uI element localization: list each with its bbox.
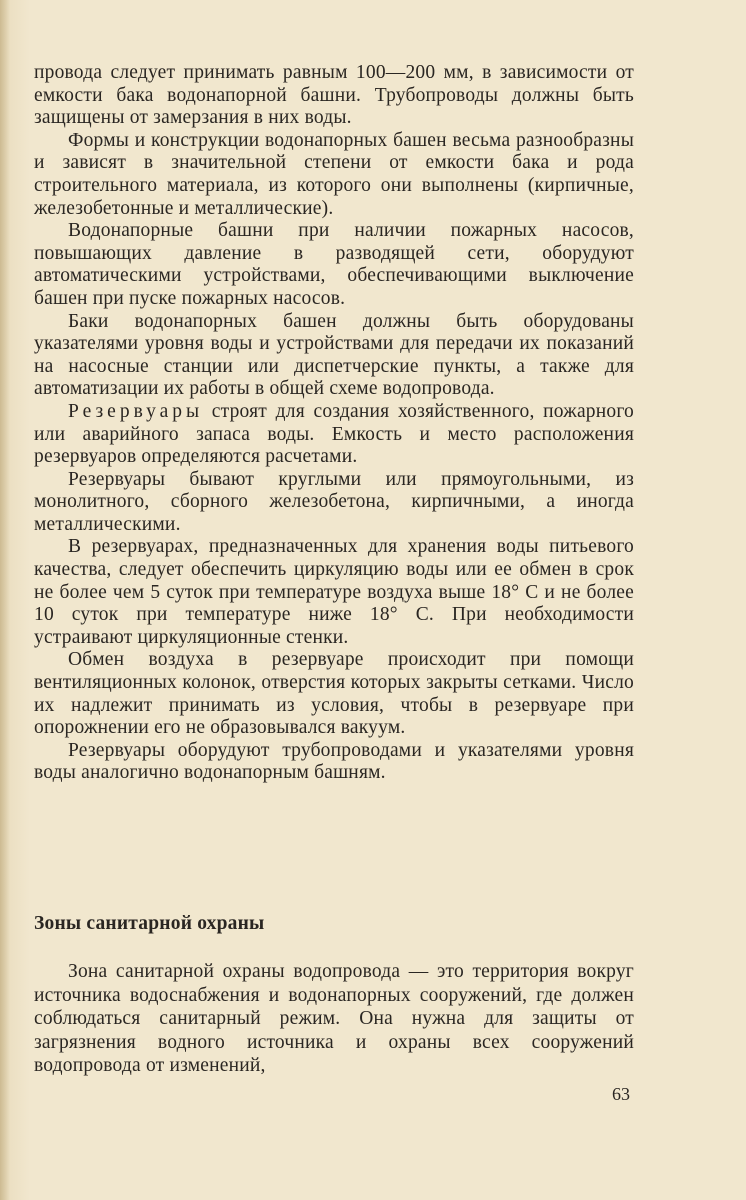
body-text [34,62,634,785]
paragraph: провода следует принимать равным 100—200 мм, в зависимости от емкости бака водонапорной башни. Трубопроводы должны быть защищены от замерзания в них воды. [34,62,634,129]
paragraph: Водонапорные башни при наличии пожарных насосов, повышающих давление в разводящей сети, оборудуют автоматическими устройствами, обеспечивающими выключение башен при пуске пожарных насосов. [34,220,634,309]
page-number: 63 [612,1084,630,1104]
paragraph: Резервуары бывают круглыми или прямоугольными, из монолитного, сборного железобетона, кирпичными, а иногда металлическими. [34,468,634,535]
paragraph-rest: строят для создания хозяйственного, пожарного или аварийного запаса воды. Емкость и место расположения резервуаров определяются расчетами. [34,400,634,468]
paragraph: Резервуары оборудуют трубопроводами и указателями уровня воды аналогично водонапорным башням. [34,739,634,784]
paragraph: В резервуарах, предназначенных для хранения воды питьевого качества, следует обеспечить циркуляцию воды или ее обмен в срок не более чем 5 суток при температуре воздуха выше 18° С и не более 10 суток при температуре ниже 18° С. При необходимости устраивают циркуляционные стенки. [34,536,634,648]
section-body-text [34,960,634,1078]
paragraph: Баки водонапорных башен должны быть оборудованы указателями уровня воды и устройствами для передачи их показаний на насосные станции или диспетчерские пункты, а также для автоматизации их работы в общей схеме водопровода. [34,310,634,400]
emphasized-term: Резервуары [68,400,204,422]
paragraph [34,401,634,469]
paragraph: Зона санитарной охраны водопровода — это территория вокруг источника водоснабжения и водонапорных сооружений, где должен соблюдаться санитарный режим. Она нужна для защиты от загрязнения водного источника и охраны всех сооружений водопровода от изменений, [34,961,634,1076]
page-spine-shadow [0,0,10,1200]
paragraph: Обмен воздуха в резервуаре происходит при помощи вентиляционных колонок, отверстия которых закрыты сетками. Число их надлежит принимать из условия, чтобы в резервуаре при опорожнении его не образовывался вакуум. [34,649,634,739]
paragraph: Формы и конструкции водонапорных башен весьма разнообразны и зависят в значительной степени от емкости бака и рода строительного материала, из которого они выполнены (кирпичные, железобетонные и металлические). [34,129,634,219]
section-heading: Зоны санитарной охраны [34,913,265,934]
